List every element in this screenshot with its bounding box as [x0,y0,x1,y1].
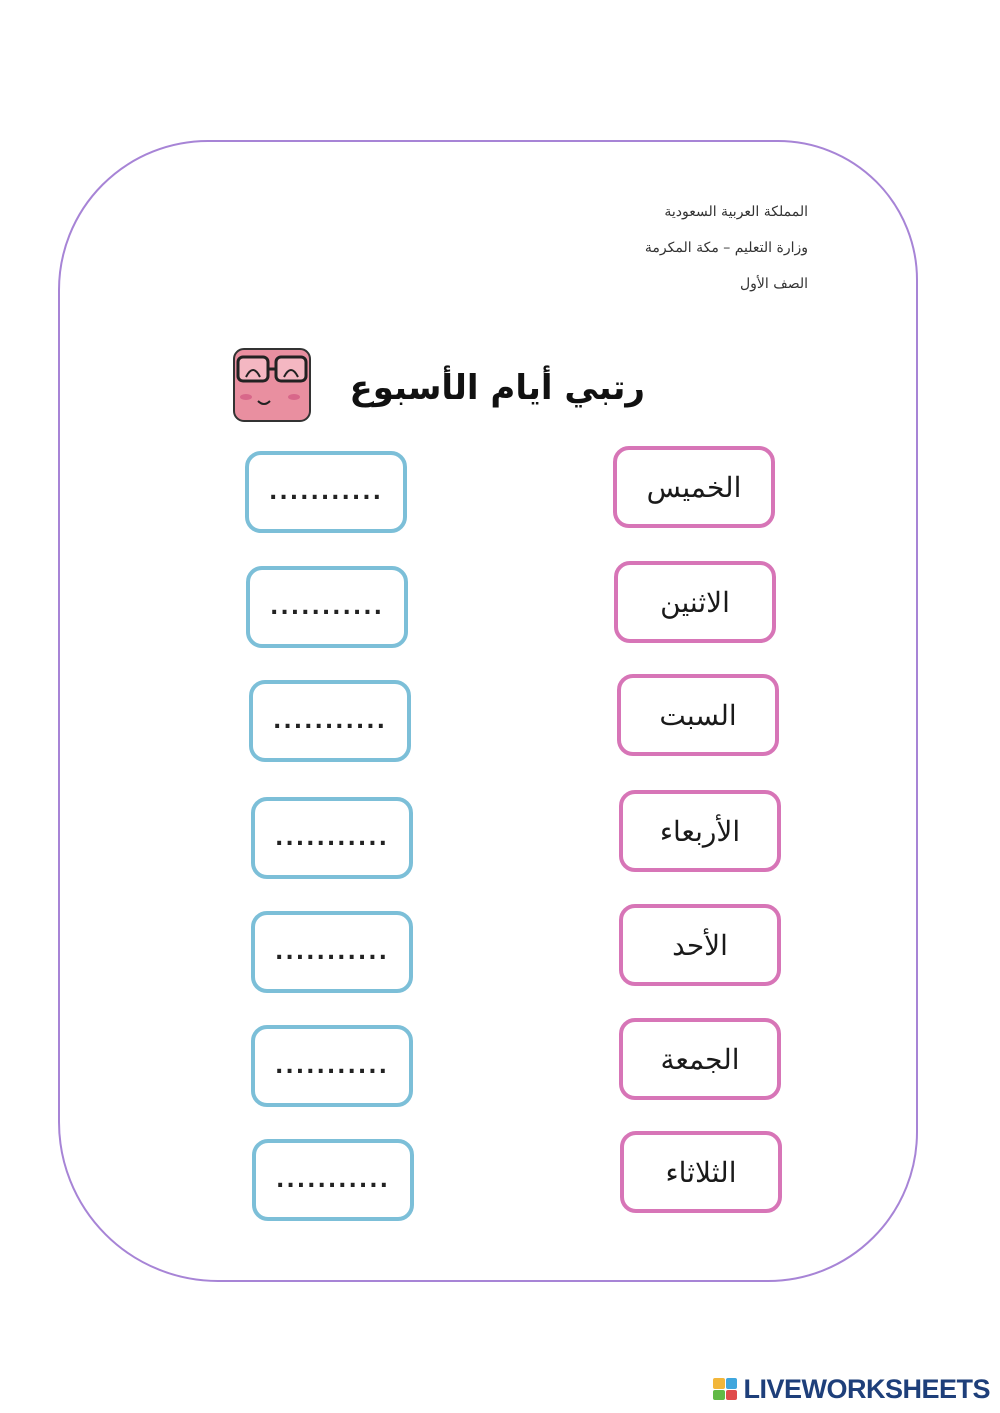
header-grade: الصف الأول [739,276,808,292]
answer-blank[interactable]: ........... [249,680,411,762]
school-header [645,202,808,310]
answer-blank[interactable]: ........... [252,1139,414,1221]
day-card[interactable]: الاثنين [614,561,776,643]
glasses-face-icon [228,345,316,425]
answer-blank[interactable]: ........... [251,797,413,879]
day-card[interactable]: الأربعاء [619,790,781,872]
answer-blank[interactable]: ........... [251,1025,413,1107]
header-ministry: وزارة التعليم – مكة المكرمة [644,240,808,256]
answer-blank[interactable]: ........... [246,566,408,648]
watermark [713,1375,990,1403]
page-frame [58,140,918,1282]
answer-blank[interactable]: ........... [245,451,407,533]
day-card[interactable]: الجمعة [619,1018,781,1100]
day-card[interactable]: السبت [617,674,779,756]
header-country: المملكة العربية السعودية [664,204,808,220]
liveworksheets-logo-icon [713,1378,737,1400]
day-card[interactable]: الثلاثاء [620,1131,782,1213]
day-card[interactable]: الخميس [613,446,775,528]
answer-blank[interactable]: ........... [251,911,413,993]
day-card[interactable]: الأحد [619,904,781,986]
worksheet-title: رتبي أيام الأسبوع [349,368,645,408]
watermark-text: LIVEWORKSHEETS [743,1373,990,1404]
